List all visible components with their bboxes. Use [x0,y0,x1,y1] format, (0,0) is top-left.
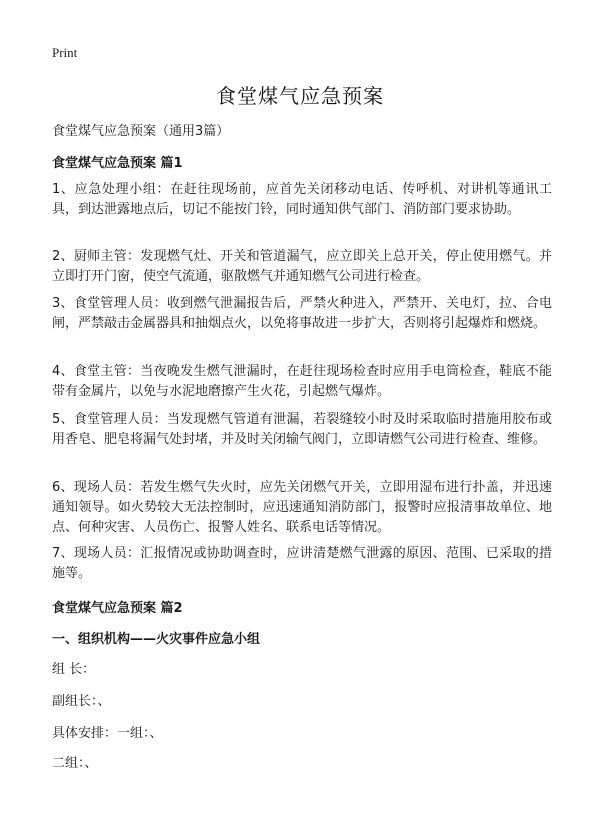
section-heading-1: 食堂煤气应急预案 篇1 [52,156,183,171]
document-subtitle: 食堂煤气应急预案（通用3篇） [52,124,230,139]
paragraph-6: 6、现场人员：若发生燃气失火时，应先关闭燃气开关，立即用湿布进行扑盖，并迅速通知领导。如火势较大无法控制时，应迅速通知消防部门，报警时应报清事故单位、地点、何种灾害、人员伤亡、报警人姓名、联系电话等情况。 [52,480,552,535]
paragraph-4: 4、食堂主管：当夜晚发生燃气泄漏时，在赶往现场检查时应用手电筒检查，鞋底不能带有金属片，以免与水泥地磨擦产生火花，引起燃气爆炸。 [52,364,552,399]
document-title: 食堂煤气应急预案 [216,84,384,108]
paragraph-1: 1、应急处理小组：在赶往现场前，应首先关闭移动电话、传呼机、对讲机等通讯工具，到达泄露地点后，切记不能按门铃，同时通知供气部门、消防部门要求协助。 [52,182,552,217]
arrangement-group2-line: 二组：、 [52,756,98,771]
deputy-leader-line: 副组长：、 [52,694,111,709]
arrangement-group1-line: 具体安排：一组：、 [52,726,163,741]
section-heading-2: 食堂煤气应急预案 篇2 [52,601,183,616]
paragraph-5: 5、食堂管理人员：当发现燃气管道有泄漏，若裂缝较小时及时采取临时措施用胶布或用香皂、肥皂将漏气处封堵，并及时关闭输气阀门，立即请燃气公司进行检查、维修。 [52,412,552,447]
print-link[interactable]: Print [52,45,78,60]
paragraph-3: 3、食堂管理人员：收到燃气泄漏报告后，严禁火种进入，严禁开、关电灯，拉、合电闸，严禁敲击金属器具和抽烟点火，以免将事故进一步扩大，否则将引起爆炸和燃烧。 [52,296,552,331]
team-leader-line: 组 长： [52,662,96,677]
paragraph-2: 2、厨师主管：发现燃气灶、开关和管道漏气，应立即关上总开关，停止使用燃气。并立即打开门窗，使空气流通，驱散燃气并通知燃气公司进行检查。 [52,249,552,284]
paragraph-7: 7、现场人员：汇报情况或协助调查时，应讲清楚燃气泄露的原因、范围、已采取的措施等。 [52,546,552,581]
section-subheading-org: 一、组织机构——火灾事件应急小组 [52,632,261,647]
